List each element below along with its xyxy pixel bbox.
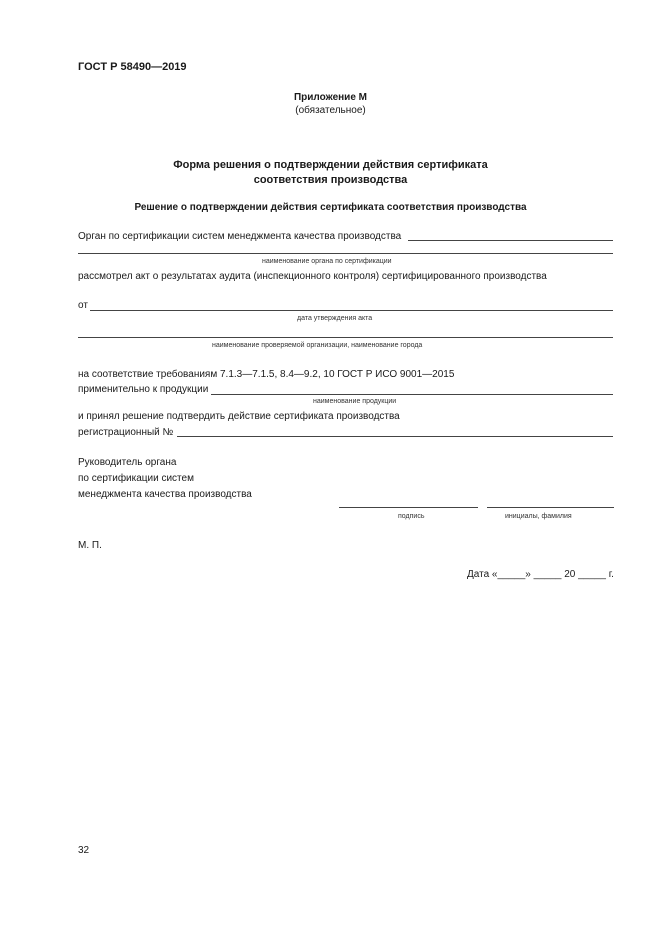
from-label: от [78,300,88,311]
reviewed-text: рассмотрел акт о результатах аудита (инспекционного контроля) сертифицированного производства [78,271,547,282]
name-caption: инициалы, фамилия [505,513,572,520]
name-field-line[interactable] [487,507,614,508]
requirements-text: на соответствие требованиям 7.1.3—7.1.5, 8.4—9.2, 10 ГОСТ Р ИСО 9001—2015 [78,369,455,380]
appendix-note: (обязательное) [295,105,366,116]
form-title-line1: Форма решения о подтверждении действия сертификата [173,159,488,171]
date-line[interactable]: Дата «_____» _____ 20 _____ г. [467,569,614,580]
signature-caption: подпись [398,513,425,520]
appendix-title: Приложение М [293,92,368,103]
head-line-1: Руководитель органа [78,457,177,468]
organ-caption: наименование органа по сертификации [262,258,392,265]
product-field-line[interactable] [211,394,613,395]
document-code: ГОСТ Р 58490—2019 [78,61,187,73]
date-caption: дата утверждения акта [297,315,373,322]
head-of-body [78,455,252,503]
form-subtitle: Решение о подтверждении действия сертификата соответствия производства [134,202,527,213]
organization-field-line[interactable] [78,337,613,338]
date-field-line[interactable] [90,310,613,311]
signature-field-line[interactable] [339,507,478,508]
stamp-place: М. П. [78,540,102,551]
organ-field-line-2[interactable] [78,253,613,254]
organ-label: Орган по сертификации систем менеджмента качества производства [78,231,402,242]
page-number: 32 [78,845,90,856]
organ-field-line[interactable] [408,240,613,241]
registration-field-line[interactable] [177,436,613,437]
form-title-line2: соответствия производства [253,174,408,186]
product-caption: наименование продукции [313,398,397,405]
product-label: применительно к продукции [78,384,209,395]
head-line-2: по сертификации систем [78,473,194,484]
organization-caption: наименование проверяемой организации, наименование города [212,342,423,349]
form-title [0,158,661,188]
registration-label: регистрационный № [78,427,174,438]
decision-text: и принял решение подтвердить действие сертификата производства [78,411,400,422]
head-line-3: менеджмента качества производства [78,489,252,500]
